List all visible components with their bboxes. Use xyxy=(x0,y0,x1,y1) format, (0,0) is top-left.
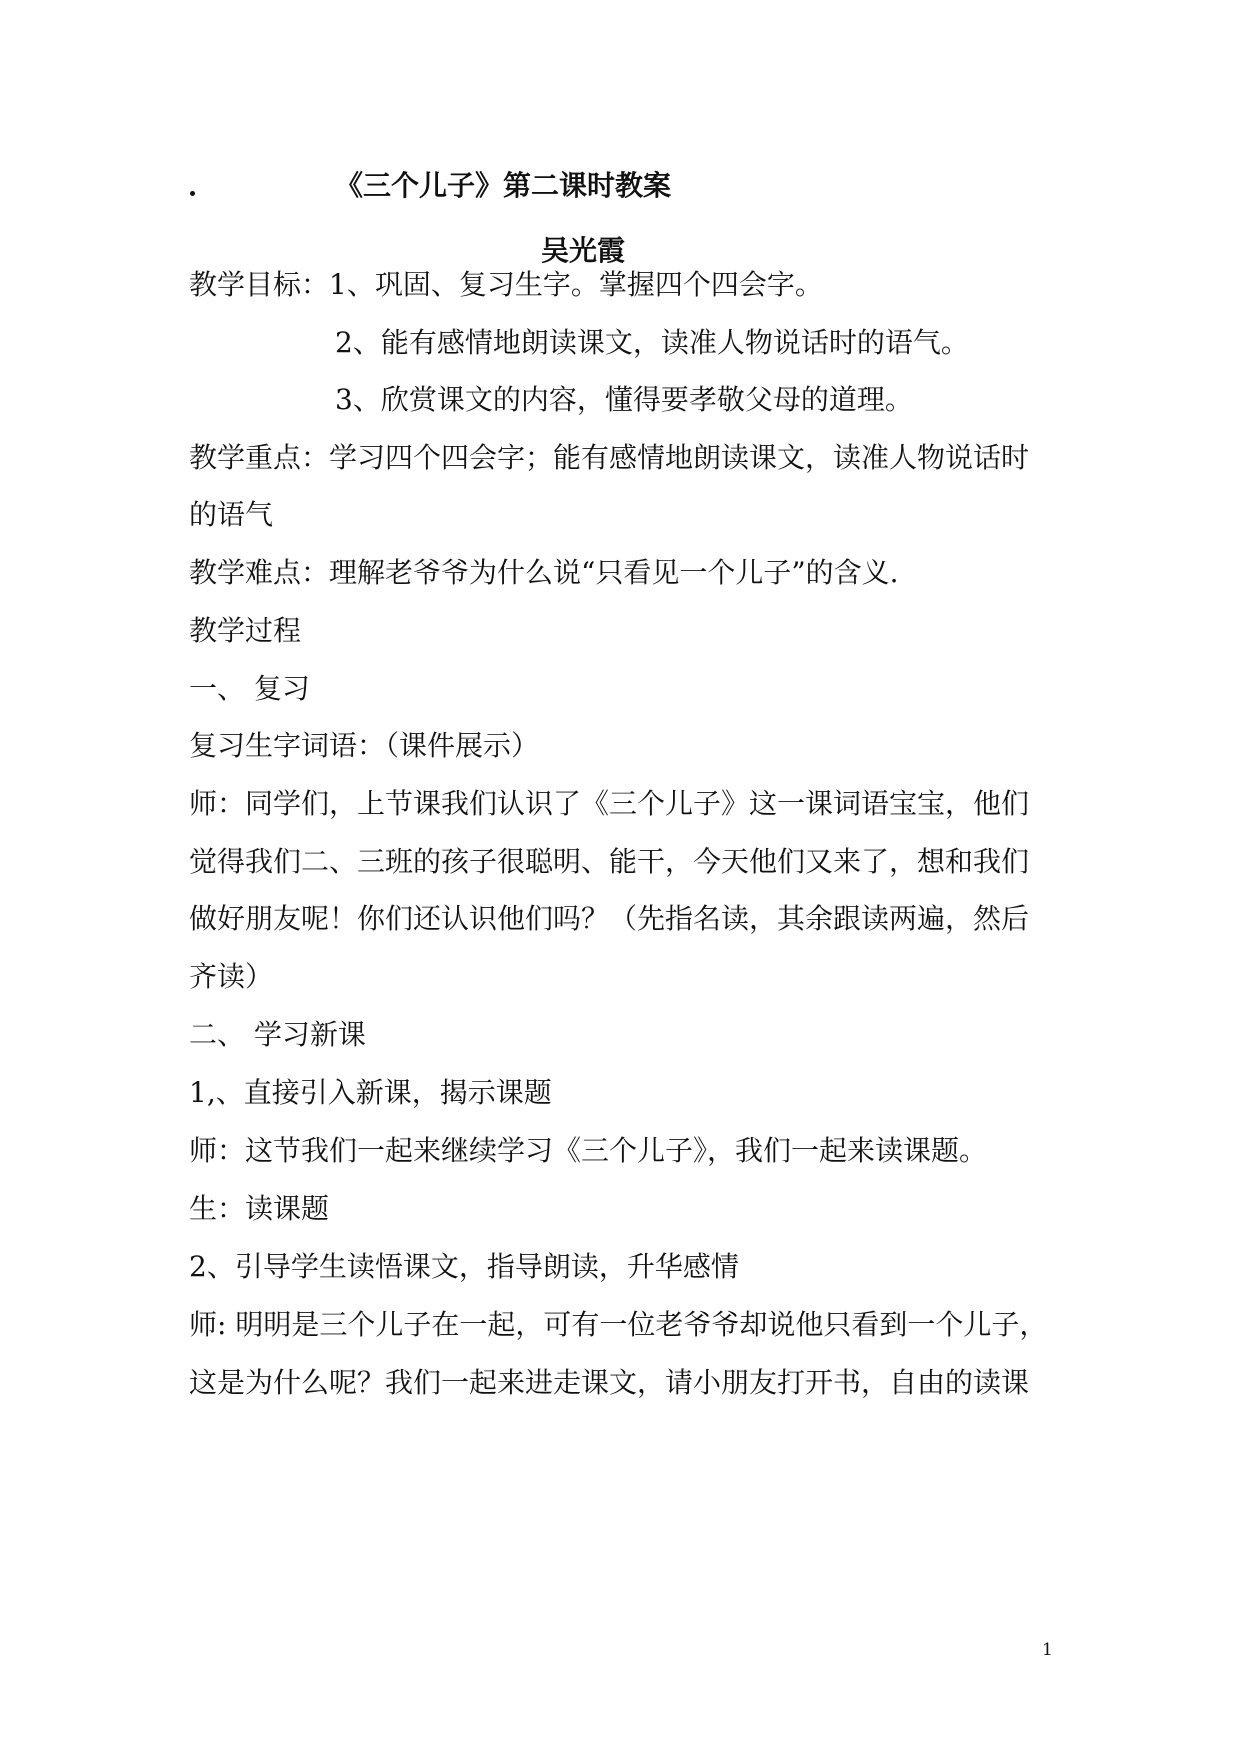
teaching-goal-3: 3、欣赏课文的内容，懂得要孝敬父母的道理。 xyxy=(335,383,913,416)
paragraph-line: 做好朋友呢！你们还认识他们吗？（先指名读，其余跟读两遍，然后 xyxy=(189,902,1030,935)
teaching-difficulty: 教学难点：理解老爷爷为什么说“只看见一个儿子”的含义. xyxy=(189,556,899,589)
page-number: 1 xyxy=(1042,1640,1053,1660)
paragraph-line: 师: 明明是三个儿子在一起，可有一位老爷爷却说他只看到一个儿子， xyxy=(189,1308,1048,1341)
teaching-focus-continued: 的语气 xyxy=(189,498,274,531)
teaching-goal-1: 教学目标：1、巩固、复习生字。掌握四个四会字。 xyxy=(189,268,823,301)
paragraph-line: 觉得我们二、三班的孩子很聪明、能干，今天他们又来了，想和我们 xyxy=(189,845,1030,878)
document-title: 《三个儿子》第二课时教案 xyxy=(335,169,672,202)
paragraph-line: 1,、直接引入新课，揭示课题 xyxy=(189,1076,552,1109)
document-author: 吴光霞 xyxy=(541,234,626,267)
review-words-line: 复习生字词语：（课件展示） xyxy=(189,729,540,762)
teaching-process-heading: 教学过程 xyxy=(189,614,302,647)
paragraph-line: 生：读课题 xyxy=(189,1192,330,1225)
section-review-heading: 一、 复习 xyxy=(189,672,310,705)
paragraph-line: 师：这节我们一起来继续学习《三个儿子》，我们一起来读课题。 xyxy=(189,1134,988,1167)
teaching-goal-2: 2、能有感情地朗读课文，读准人物说话时的语气。 xyxy=(335,326,969,359)
paragraph-line: 2、引导学生读悟课文，指导朗读，升华感情 xyxy=(189,1250,739,1283)
bullet-dot xyxy=(190,191,195,196)
paragraph-line: 师：同学们，上节课我们认识了《三个儿子》这一课词语宝宝，他们 xyxy=(189,787,1030,820)
section-new-lesson-heading: 二、 学习新课 xyxy=(189,1018,366,1051)
teaching-focus: 教学重点：学习四个四会字；能有感情地朗读课文，读准人物说话时 xyxy=(189,441,1030,474)
paragraph-line: 这是为什么呢？我们一起来进走课文，请小朋友打开书，自由的读课 xyxy=(189,1366,1030,1399)
paragraph-line: 齐读） xyxy=(189,960,274,993)
